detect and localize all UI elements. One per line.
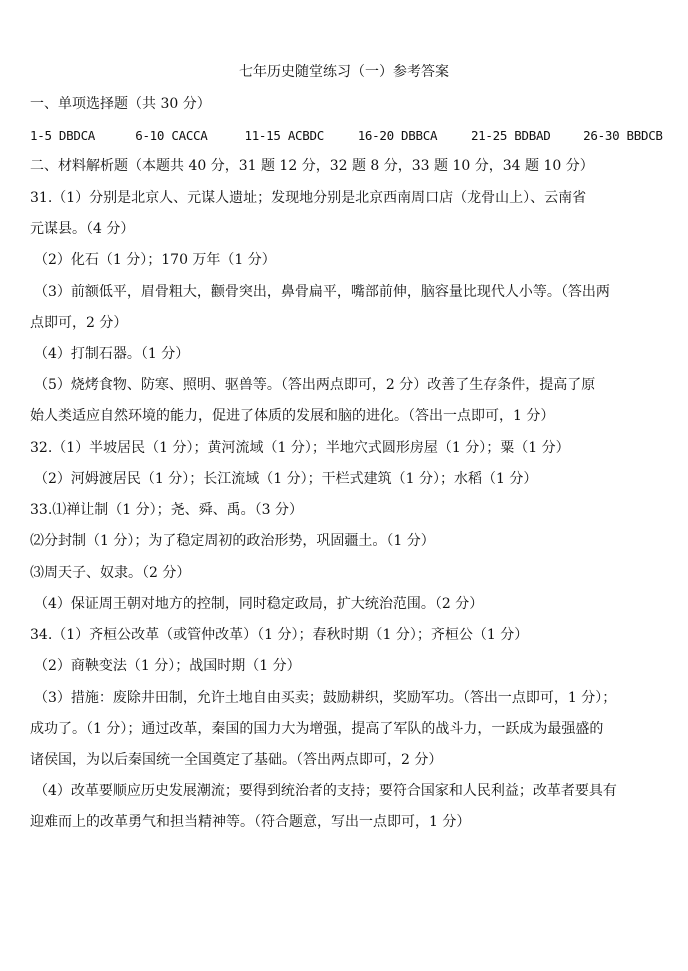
q31-part3-line2: 点即可，2 分） xyxy=(30,315,128,331)
q34-part3-line2: 成功了。（1 分）；通过改革，秦国的国力大为增强，提高了军队的战斗力，一跃成为最强盛的 xyxy=(30,721,604,737)
q34-part1: 34.（1）齐桓公改革（或管仲改革）（1 分）；春秋时期（1 分）；齐桓公（1 分） xyxy=(30,627,529,643)
q33-part3: ⑶周天子、奴隶。（2 分） xyxy=(30,565,191,581)
q33-part2: ⑵分封制（1 分）；为了稳定周初的政治形势，巩固疆土。（1 分） xyxy=(30,533,435,549)
choice-answer-1-5: 1-5 DBDCA xyxy=(30,128,96,143)
section2-heading: 二、材料解析题（本题共 40 分，31 题 12 分，32 题 8 分，33 题 10 分，34 题 10 分） xyxy=(30,158,594,174)
q31-part5-line1: （5）烧烤食物、防寒、照明、驱兽等。（答出两点即可，2 分）改善了生存条件，提高了原 xyxy=(34,377,596,393)
choice-answer-26-30: 26-30 BBDCB xyxy=(583,128,663,143)
choice-answer-11-15: 11-15 ACBDC xyxy=(244,128,324,143)
q33-part4: （4）保证周王朝对地方的控制，同时稳定政局，扩大统治范围。（2 分） xyxy=(34,596,484,612)
q31-part5-line2: 始人类适应自然环境的能力，促进了体质的发展和脑的进化。（答出一点即可，1 分） xyxy=(30,408,555,424)
q31-part2: （2）化石（1 分）；170 万年（1 分） xyxy=(34,252,276,268)
q31-part1-line1: 31.（1）分别是北京人、元谋人遗址；发现地分别是北京西南周口店（龙骨山上）、云南省 xyxy=(30,190,587,206)
q33-part1: 33.⑴禅让制（1 分）；尧、舜、禹。（3 分） xyxy=(30,502,303,518)
q34-part2: （2）商鞅变法（1 分）；战国时期（1 分） xyxy=(34,658,301,674)
q34-part3-line1: （3）措施：废除井田制，允许土地自由买卖；鼓励耕织，奖励军功。（答出一点即可，1 分）； xyxy=(34,690,617,706)
q34-part3-line3: 诸侯国，为以后秦国统一全国奠定了基础。（答出两点即可，2 分） xyxy=(30,752,443,768)
q31-part4: （4）打制石器。（1 分） xyxy=(34,346,190,362)
q34-part4-line1: （4）改革要顺应历史发展潮流；要得到统治者的支持；要符合国家和人民利益；改革者要具有 xyxy=(34,783,617,799)
q31-part1-line2: 元谋县。（4 分） xyxy=(30,221,135,237)
choice-answers-row xyxy=(30,126,664,146)
q34-part4-line2: 迎难而上的改革勇气和担当精神等。（符合题意，写出一点即可，1 分） xyxy=(30,814,471,830)
document-title: 七年历史随堂练习（一）参考答案 xyxy=(239,64,449,80)
section1-heading: 一、单项选择题（共 30 分） xyxy=(30,96,211,112)
choice-answer-16-20: 16-20 DBBCA xyxy=(357,128,438,143)
q31-part3-line1: （3）前额低平，眉骨粗大，颧骨突出，鼻骨扁平，嘴部前伸，脑容量比现代人小等。（答出两 xyxy=(34,284,610,300)
q32-part2: （2）河姆渡居民（1 分）；长江流域（1 分）；干栏式建筑（1 分）；水稻（1 分） xyxy=(34,471,538,487)
choice-answer-21-25: 21-25 BDBAD xyxy=(470,128,551,143)
choice-answer-6-10: 6-10 CACCA xyxy=(135,128,208,143)
q32-part1: 32.（1）半坡居民（1 分）；黄河流域（1 分）；半地穴式圆形房屋（1 分）；粟（1 分） xyxy=(30,440,570,456)
